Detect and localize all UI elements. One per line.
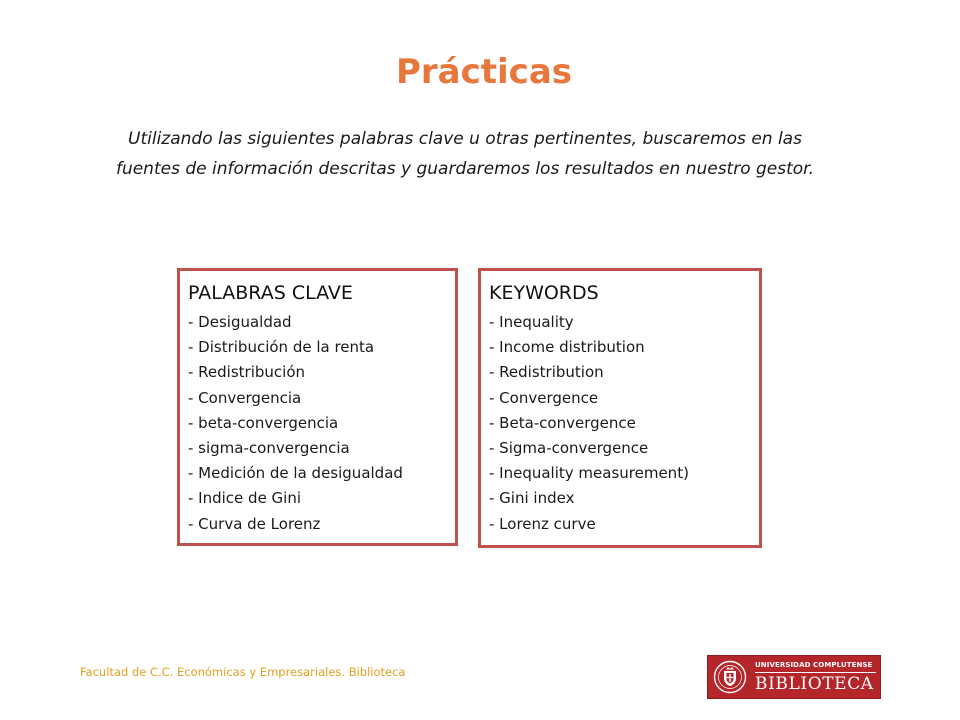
university-seal-icon — [713, 660, 747, 694]
english-keyword-item: - Beta-convergence — [489, 413, 636, 432]
biblioteca-logo — [707, 655, 881, 699]
spanish-keyword-item: - Indice de Gini — [188, 489, 302, 508]
english-keyword-item: - Inequality — [489, 313, 574, 331]
english-keyword-item: - Sigma-convergence — [489, 439, 649, 458]
english-keyword-item: - Redistribution — [489, 363, 604, 382]
english-keywords-list — [489, 310, 751, 537]
spanish-keywords-heading: PALABRAS CLAVE — [188, 282, 353, 304]
spanish-keyword-item: - Curva de Lorenz — [188, 514, 321, 533]
english-keyword-item: - Gini index — [489, 489, 575, 508]
spanish-keywords-list — [188, 310, 447, 537]
spanish-keyword-item: - Desigualdad — [188, 313, 292, 331]
logo-divider — [755, 672, 876, 673]
intro-paragraph: Utilizando las siguientes palabras clave u otras pertinentes, buscaremos en las fuentes de información descritas y guardaremos los resultados en nuestro gestor. — [115, 129, 815, 179]
english-keyword-item: - Inequality measurement) — [489, 464, 689, 483]
spanish-keyword-item: - beta-convergencia — [188, 413, 339, 432]
logo-university-text: UNIVERSIDAD COMPLUTENSE — [755, 661, 873, 669]
english-keyword-item: - Convergence — [489, 388, 599, 407]
english-keywords-heading: KEYWORDS — [489, 282, 599, 304]
spanish-keywords-box — [177, 268, 458, 546]
slide-title: Prácticas — [395, 52, 573, 92]
footer-text: Facultad de C.C. Económicas y Empresariales. Biblioteca — [80, 665, 406, 679]
logo-biblioteca-text: BIBLIOTECA — [755, 674, 874, 694]
english-keyword-item: - Lorenz curve — [489, 514, 596, 533]
spanish-keyword-item: - Convergencia — [188, 388, 302, 407]
spanish-keyword-item: - Medición de la desigualdad — [188, 464, 403, 483]
spanish-keyword-item: - sigma-convergencia — [188, 439, 350, 458]
spanish-keyword-item: - Redistribución — [188, 363, 306, 382]
english-keyword-item: - Income distribution — [489, 338, 645, 357]
spanish-keyword-item: - Distribución de la renta — [188, 338, 375, 357]
english-keywords-box — [478, 268, 762, 548]
